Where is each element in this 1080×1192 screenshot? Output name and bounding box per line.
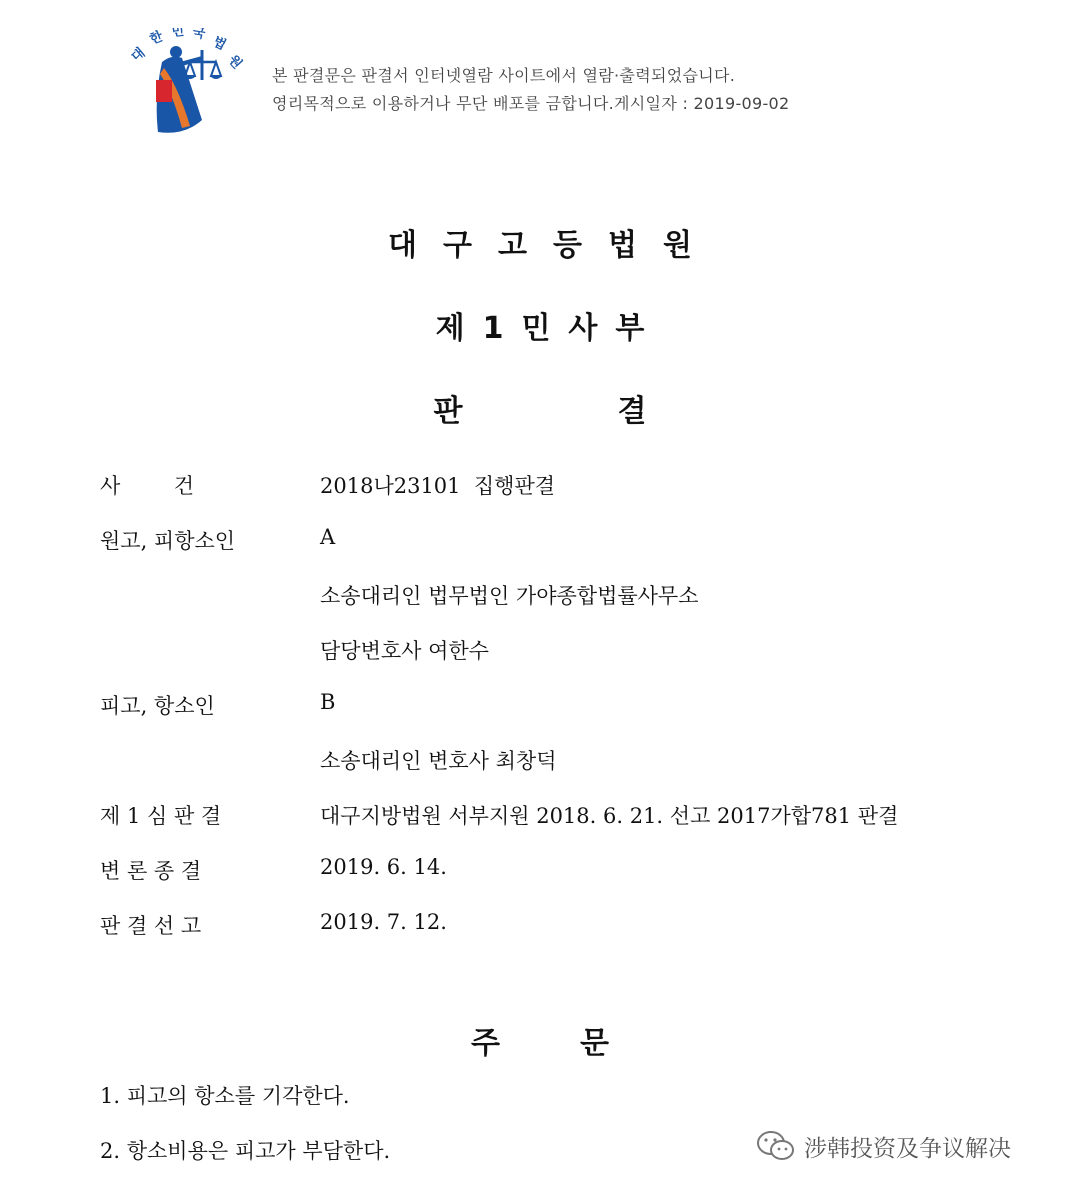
case-row-argument-closed (0, 855, 1080, 895)
argument-closed-label: 변 론 종 결 (100, 859, 202, 883)
svg-text:원: 원 (225, 52, 245, 73)
wechat-icon (756, 1129, 796, 1163)
defendant-counsel-value: 소송대리인 변호사 최창덕 (320, 749, 557, 773)
plaintiff-attorney-value: 담당변호사 여한수 (320, 639, 489, 663)
argument-closed-value: 2019. 6. 14. (320, 855, 447, 879)
order-title (0, 1018, 1080, 1062)
order-title-right: 문 (580, 1026, 609, 1061)
court-logo (128, 28, 248, 140)
order-title-left: 주 (471, 1026, 500, 1061)
wechat-watermark (756, 1126, 1011, 1166)
defendant-label: 피고, 항소인 (100, 694, 215, 718)
svg-text:국: 국 (191, 28, 207, 43)
watermark-text: 涉韩投资及争议解决 (804, 1135, 1011, 1162)
first-instance-value: 대구지방법원 서부지원 2018. 6. 21. 선고 2017가합781 판결 (320, 804, 899, 828)
order-item-1: 1. 피고의 항소를 기각한다. (100, 1084, 350, 1108)
plaintiff-label: 원고, 피항소인 (100, 529, 236, 553)
justice-statue-icon (128, 28, 248, 140)
division-name: 제1민사부 (435, 311, 663, 346)
judgment-title (0, 386, 1080, 430)
plaintiff-counsel-value: 소송대리인 법무법인 가야종합법률사무소 (320, 584, 699, 608)
svg-text:대: 대 (128, 45, 149, 66)
viewing-notice (272, 62, 790, 118)
svg-text:한: 한 (147, 29, 166, 48)
svg-text:민: 민 (170, 28, 185, 40)
pronouncement-label: 판 결 선 고 (100, 914, 202, 938)
case-row-defendant-counsel (0, 745, 1080, 785)
defendant-value: B (320, 690, 336, 714)
case-row-defendant (0, 690, 1080, 730)
notice-line-2: 영리목적으로 이용하거나 무단 배포를 금합니다.게시일자 : 2019-09-02 (272, 94, 790, 113)
first-instance-label: 제 1 심 판 결 (100, 804, 222, 828)
case-label: 사 건 (100, 474, 194, 498)
case-row-pronouncement (0, 910, 1080, 950)
plaintiff-value: A (320, 525, 336, 549)
case-row-first-instance (0, 800, 1080, 840)
case-row-case (0, 470, 1080, 510)
order-item-2: 2. 항소비용은 피고가 부담한다. (100, 1139, 391, 1163)
case-value: 2018나23101 집행판결 (320, 474, 556, 498)
svg-text:법: 법 (210, 34, 229, 54)
pronouncement-value: 2019. 7. 12. (320, 910, 447, 934)
case-row-plaintiff-attorney (0, 635, 1080, 675)
case-row-plaintiff-counsel (0, 580, 1080, 620)
case-row-plaintiff (0, 525, 1080, 565)
judgment-title-left: 판 (433, 394, 463, 429)
judgment-title-right: 결 (617, 394, 647, 429)
court-name: 대구고등법원 (388, 228, 718, 263)
notice-line-1: 본 판결문은 판결서 인터넷열람 사이트에서 열람·출력되었습니다. (272, 66, 736, 85)
